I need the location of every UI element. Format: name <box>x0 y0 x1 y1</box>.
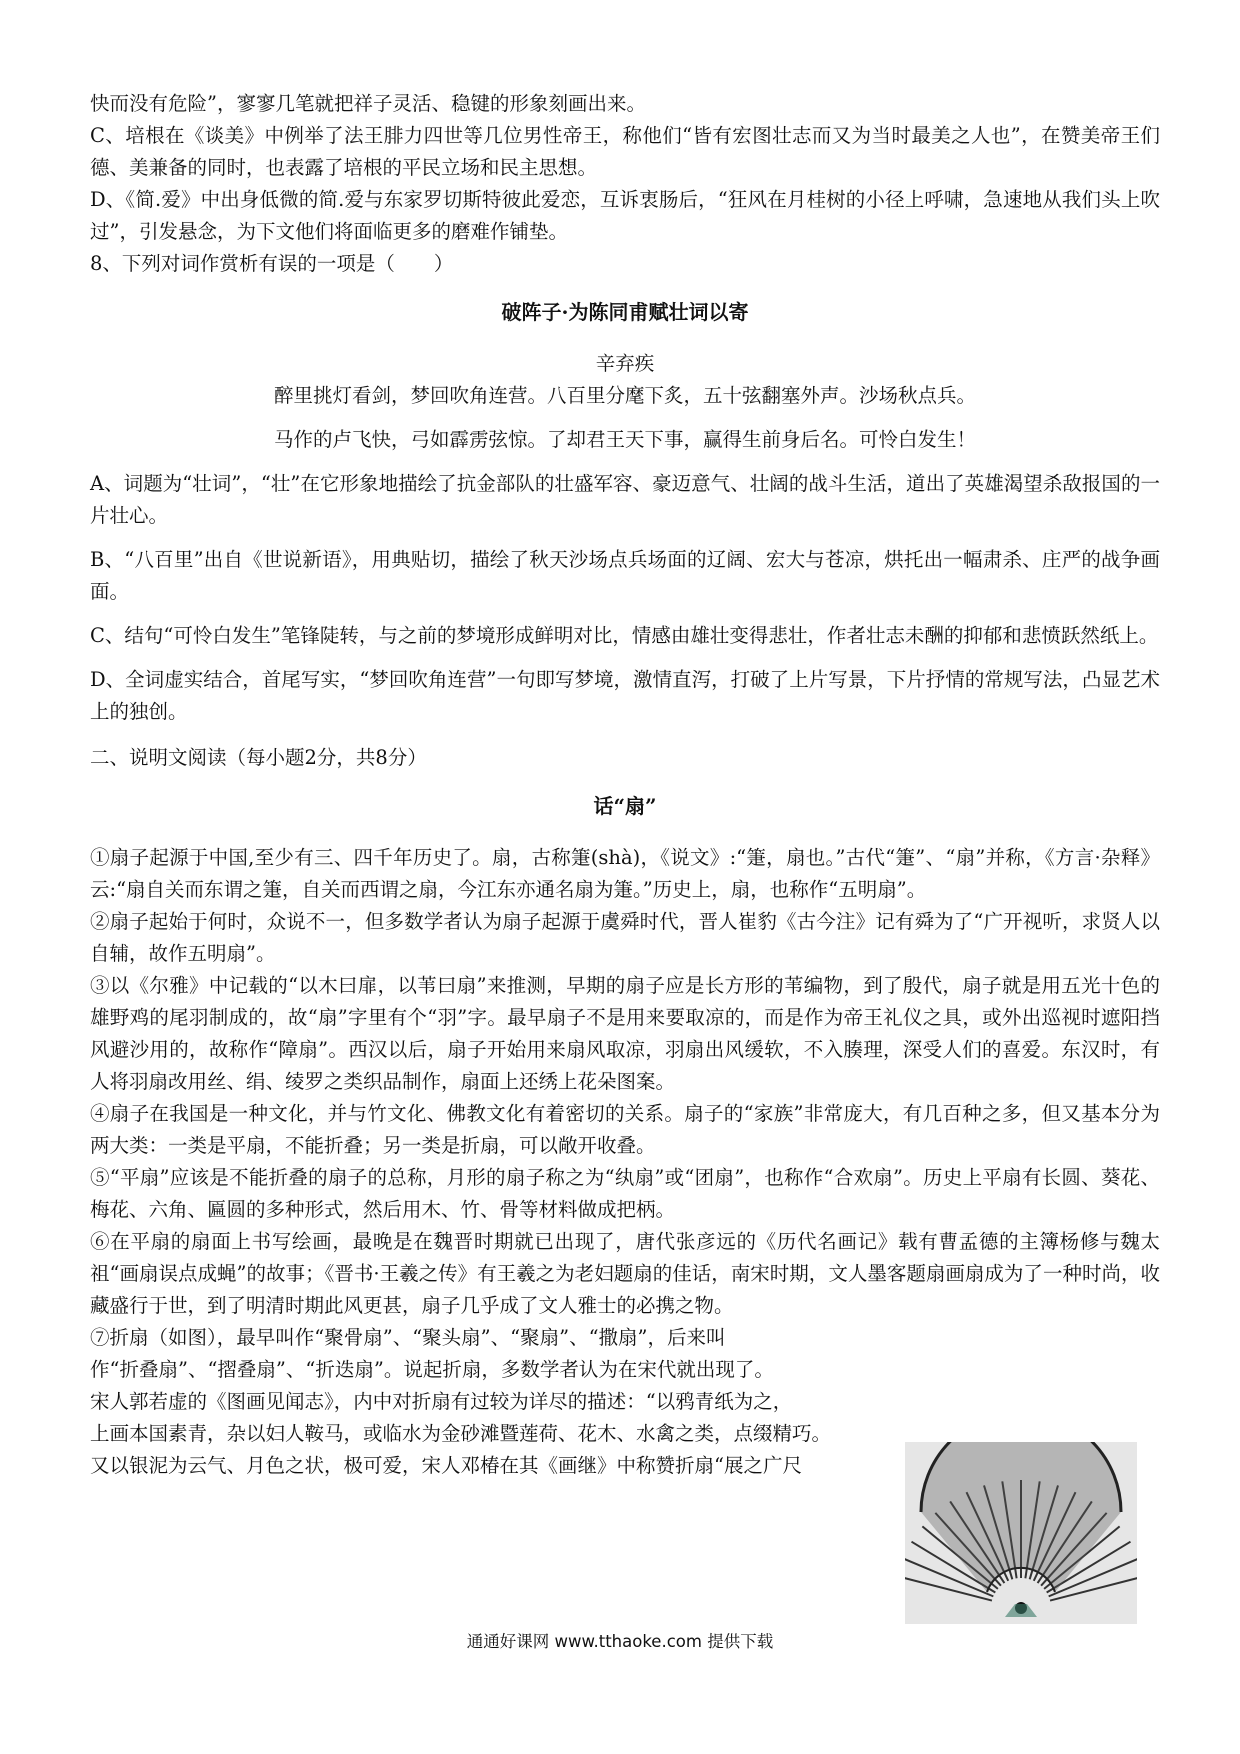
article-paragraph-7-line-2: 作“折叠扇”、“摺叠扇”、“折迭扇”。说起折扇，多数学者认为在宋代就出现了。 <box>90 1358 774 1381</box>
poem-line-2: 马作的卢飞快，弓如霹雳弦惊。了却君王天下事，赢得生前身后名。可怜白发生！ <box>273 428 976 451</box>
q8-option-a: A、词题为“壮词”，“壮”在它形象地描绘了抗金部队的壮盛军容、豪迈意气、壮阔的战斗生活，道出了英雄渴望杀敌报国的一片壮心。 <box>90 472 1160 527</box>
q8-option-d: D、全词虚实结合，首尾写实，“梦回吹角连营”一句即写梦境，激情直泻，打破了上片写景，下片抒情的常规写法，凸显艺术上的独创。 <box>90 668 1160 723</box>
article-paragraph-2: ②扇子起始于何时，众说不一，但多数学者认为扇子起源于虞舜时代，晋人崔豹《古今注》记有舜为了“广开视听，求贤人以自辅，故作五明扇”。 <box>90 910 1160 965</box>
q7-option-d: D、《简.爱》中出身低微的简.爱与东家罗切斯特彼此爱恋，互诉衷肠后，“狂风在月桂树的小径上呼啸，急速地从我们头上吹过”，引发悬念，为下文他们将面临更多的磨难作铺垫。 <box>90 188 1160 243</box>
q8-stem: 8、下列对词作赏析有误的一项是（ ） <box>90 252 454 275</box>
article-paragraph-7-line-1: ⑦折扇（如图），最早叫作“聚骨扇”、“聚头扇”、“聚扇”、“撒扇”，后来叫 <box>90 1326 726 1349</box>
article-paragraph-3: ③以《尔雅》中记载的“以木曰扉，以苇曰扇”来推测，早期的扇子应是长方形的苇编物，到了殷代，扇子就是用五光十色的雄野鸡的尾羽制成的，故“扇”字里有个“羽”字。最早扇子不是用来要取凉的，而是作为帝王礼仪之具，或外出巡视时遮阳挡风避沙用的，故称作“障扇”。西汉以后，扇子开始用来扇风取凉，羽扇出风缓软，不入腠理，深受人们的喜爱。东汉时，有人将羽扇改用丝、绢、绫罗之类织品制作，扇面上还绣上花朵图案。 <box>90 974 1160 1093</box>
document-page <box>90 88 1160 1482</box>
article-paragraph-7-line-3: 宋人郭若虚的《图画见闻志》，内中对折扇有过较为详尽的描述：“以鸦青纸为之， <box>90 1390 793 1413</box>
q7-option-b-tail: 快而没有危险”，寥寥几笔就把祥子灵活、稳键的形象刻画出来。 <box>90 92 646 115</box>
poem-author: 辛弃疾 <box>595 352 655 375</box>
folding-fan-image <box>905 1442 1137 1624</box>
q7-option-c: C、培根在《谈美》中例举了法王腓力四世等几位男性帝王，称他们“皆有宏图壮志而又为当时最美之人也”，在赞美帝王们德、美兼备的同时，也表露了培根的平民立场和民主思想。 <box>90 124 1160 179</box>
article-paragraph-7-line-4: 上画本国素青，杂以妇人鞍马，或临水为金砂滩暨莲荷、花木、水禽之类，点缀精巧。 <box>90 1422 832 1445</box>
folding-fan-icon <box>905 1442 1137 1624</box>
article-paragraph-5: ⑤“平扇”应该是不能折叠的扇子的总称，月形的扇子称之为“纨扇”或“团扇”，也称作“合欢扇”。历史上平扇有长圆、葵花、梅花、六角、匾圆的多种形式，然后用木、竹、骨等材料做成把柄。 <box>90 1166 1160 1221</box>
q8-option-b: B、“八百里”出自《世说新语》，用典贴切，描绘了秋天沙场点兵场面的辽阔、宏大与苍凉，烘托出一幅肃杀、庄严的战争画面。 <box>90 548 1160 603</box>
article-paragraph-6: ⑥在平扇的扇面上书写绘画，最晚是在魏晋时期就已出现了，唐代张彦远的《历代名画记》载有曹孟德的主簿杨修与魏太祖“画扇误点成蝇”的故事；《晋书·王羲之传》有王羲之为老妇题扇的佳话，南宋时期，文人墨客题扇画扇成为了一种时尚，收藏盛行于世，到了明清时期此风更甚，扇子几乎成了文人雅士的必携之物。 <box>90 1230 1160 1317</box>
poem-line-1: 醉里挑灯看剑，梦回吹角连营。八百里分麾下炙，五十弦翻塞外声。沙场秋点兵。 <box>273 384 976 407</box>
article-paragraph-7-line-5: 又以银泥为云气、月色之状，极可爱，宋人邓椿在其《画继》中称赞折扇“展之广尺 <box>90 1454 802 1477</box>
article-title: 话“扇” <box>593 794 657 818</box>
article-paragraph-4: ④扇子在我国是一种文化，并与竹文化、佛教文化有着密切的关系。扇子的“家族”非常庞大，有几百种之多，但又基本分为两大类：一类是平扇，不能折叠；另一类是折扇，可以敞开收叠。 <box>90 1102 1160 1157</box>
page-footer: 通通好课网 www.tthaoke.com 提供下载 <box>466 1632 774 1651</box>
q8-option-c: C、结句“可怜白发生”笔锋陡转，与之前的梦境形成鲜明对比，情感由雄壮变得悲壮，作者壮志未酬的抑郁和悲愤跃然纸上。 <box>90 624 1159 647</box>
poem-title: 破阵子·为陈同甫赋壮词以寄 <box>501 300 749 324</box>
article-paragraph-1: ①扇子起源于中国,至少有三、四千年历史了。扇，古称箑(shà)，《说文》:“箑，扇也。”古代“箑”、“扇”并称，《方言·杂释》云:“扇自关而东谓之箑，自关而西谓之扇，今江东亦通名扇为箑。”历史上，扇，也称作“五明扇”。 <box>90 846 1160 901</box>
section-heading: 二、说明文阅读（每小题2分，共8分） <box>90 746 427 769</box>
